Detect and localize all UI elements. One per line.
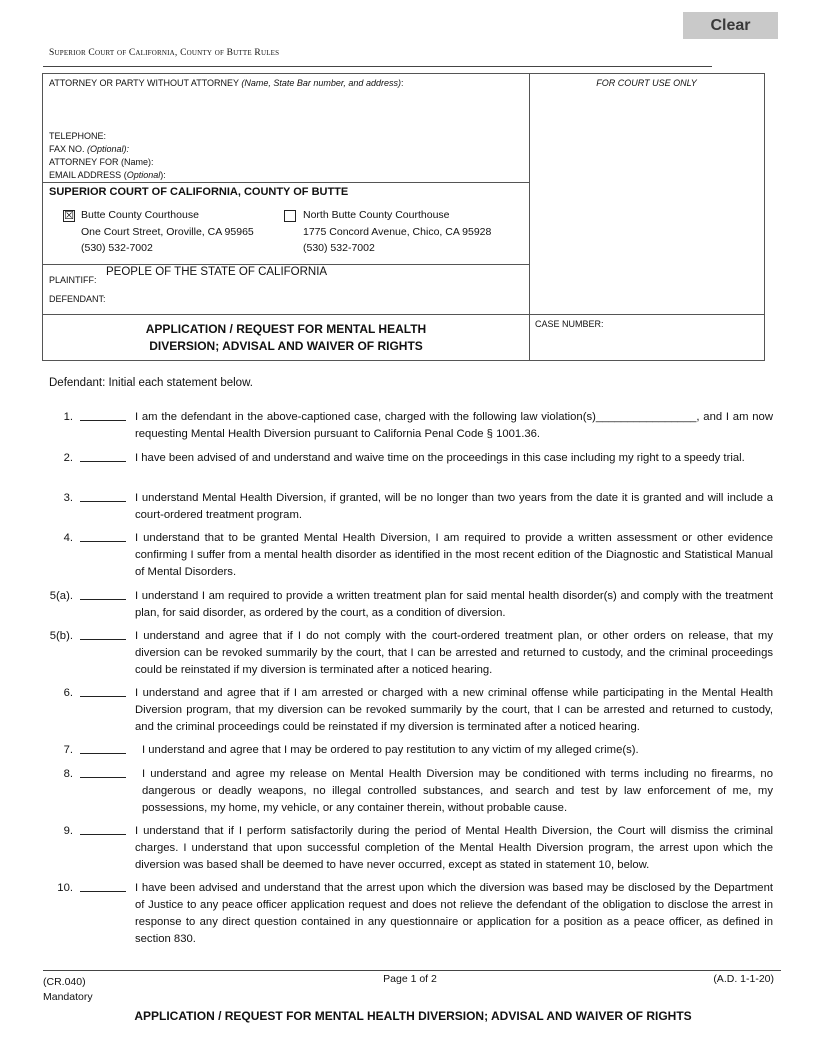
statement-text: I understand and agree my release on Mental Health Diversion may be conditioned with terms including no firearms, no dangerous or deadly weapons, no illegal controlled substances, and search and test by law enforcement of me, my possessions, my home, my vehicle, or any container therein, without probable cause. xyxy=(142,768,773,814)
statement-number: 7. xyxy=(63,744,73,756)
courthouse-chico-address: 1775 Concord Avenue, Chico, CA 95928 xyxy=(303,225,492,238)
initial-field[interactable] xyxy=(80,420,126,421)
initial-field[interactable] xyxy=(80,753,126,754)
initial-field[interactable] xyxy=(80,541,126,542)
initial-field[interactable] xyxy=(80,696,126,697)
email-label: EMAIL ADDRESS (Optional): xyxy=(49,170,166,180)
intro-instruction: Defendant: Initial each statement below. xyxy=(49,377,253,389)
initial-field[interactable] xyxy=(80,501,126,502)
statement-text: I have been advised of and understand and waive time on the proceedings in this case including my right to a speedy trial. xyxy=(135,452,745,464)
statement-text: I understand Mental Health Diversion, if granted, will be no longer than two years from the date it is granted and will include a court-ordered treatment program. xyxy=(135,492,773,521)
telephone-label: TELEPHONE: xyxy=(49,131,107,141)
courthouse-chico-phone: (530) 532-7002 xyxy=(303,242,375,254)
courthouse-oroville-checkbox[interactable]: ☒ xyxy=(64,210,74,222)
court-name: SUPERIOR COURT OF CALIFORNIA, COUNTY OF BUTTE xyxy=(49,186,349,198)
title-section-divider xyxy=(43,314,764,315)
revision-date: (A.D. 1-1-20) xyxy=(713,973,774,985)
initial-field[interactable] xyxy=(80,461,126,462)
mandatory-label: Mandatory xyxy=(43,991,93,1003)
statement-text: I understand and agree that I may be ordered to pay restitution to any victim of my alleged crime(s). xyxy=(142,744,639,756)
attorney-section-divider xyxy=(43,182,529,183)
initial-field[interactable] xyxy=(80,891,126,892)
court-use-label: FOR COURT USE ONLY xyxy=(596,78,697,88)
initial-field[interactable] xyxy=(80,599,126,600)
statement-number: 5(a). xyxy=(49,590,73,602)
fax-label: FAX NO. (Optional): xyxy=(49,144,130,154)
rules-header: Superior Court of California, County of Butte Rules xyxy=(49,48,280,58)
statement-number: 10. xyxy=(57,882,73,894)
attorney-label: ATTORNEY OR PARTY WITHOUT ATTORNEY (Name, State Bar number, and address): xyxy=(49,78,404,88)
statement-text: I understand that if I perform satisfactorily during the period of Mental Health Diversion, the Court will dismiss the criminal charges. I understand that upon successful completion of the Mental Health Diversion program, the arrest upon which the diversion was based shall be deemed to have never occurred, except as stated in statement 10, below. xyxy=(135,825,773,871)
statement-text: I understand and agree that if I am arrested or charged with a new criminal offense while participating in the Mental Health Diversion program, that my diversion can be revoked summarily by the court, that I can be arrested and returned to custody, and the criminal proceedings could be reinstated if my diversion is terminated after a noticed hearing. xyxy=(135,687,773,733)
clear-button[interactable]: Clear xyxy=(683,12,778,39)
attorney-for-label: ATTORNEY FOR (Name): xyxy=(49,157,154,167)
initial-field[interactable] xyxy=(80,834,126,835)
plaintiff-label: PLAINTIFF: xyxy=(49,275,97,285)
initial-field[interactable] xyxy=(80,777,126,778)
courthouse-chico xyxy=(303,207,491,257)
initial-field[interactable] xyxy=(80,639,126,640)
footer-divider xyxy=(43,970,781,971)
statement-number: 2. xyxy=(63,452,73,464)
defendant-label: DEFENDANT: xyxy=(49,294,106,304)
courthouse-oroville-phone: (530) 532-7002 xyxy=(81,242,153,254)
caption-column-divider xyxy=(529,74,530,360)
statement-number: 3. xyxy=(63,492,73,504)
statement-number: 6. xyxy=(63,687,73,699)
statement-number: 1. xyxy=(63,411,73,423)
statement-number: 9. xyxy=(63,825,73,837)
courthouse-chico-name: North Butte County Courthouse xyxy=(303,209,450,221)
courthouse-oroville xyxy=(81,207,254,257)
statement-text: I understand and agree that if I do not comply with the court-ordered treatment plan, or other orders on release, that my diversion can be revoked summarily by the court, that I can be arrested and returned to custody, and the criminal proceedings could be reinstated if my diversion is terminated after a noticed hearing. xyxy=(135,630,773,676)
courthouse-chico-checkbox[interactable] xyxy=(284,210,296,222)
statement-text: I have been advised and understand that the arrest upon which the diversion was based may be disclosed by the Department of Justice to any peace officer application request and does not relieve the defendant of the obligation to disclose the arrest in response to any direct question contained in any questionnaire or application for a position as a peace officer, as defined in section 830. xyxy=(135,882,773,945)
header-divider xyxy=(43,66,712,67)
statement-text: I understand I am required to provide a written treatment plan for said mental health disorder(s) and comply with the treatment plan, for said disorder, as ordered by the court, as a condition of diversion. xyxy=(135,590,773,619)
statement-number: 5(b). xyxy=(49,630,73,642)
courthouse-oroville-name: Butte County Courthouse xyxy=(81,209,199,221)
page-number: Page 1 of 2 xyxy=(383,973,437,985)
case-number-label: CASE NUMBER: xyxy=(535,319,604,329)
statement-number: 8. xyxy=(63,768,73,780)
caption-box xyxy=(42,73,765,361)
form-number: (CR.040) xyxy=(43,976,86,988)
statement-number: 4. xyxy=(63,532,73,544)
courthouse-oroville-address: One Court Street, Oroville, CA 95965 xyxy=(81,225,254,238)
statement-text: I am the defendant in the above-captioned case, charged with the following law violation(s)________________, and I am now requesting Mental Health Diversion pursuant to California Penal Code § 1001.36. xyxy=(135,411,773,440)
plaintiff-value[interactable]: PEOPLE OF THE STATE OF CALIFORNIA xyxy=(106,266,328,278)
court-section-divider xyxy=(43,264,529,265)
footer-title: APPLICATION / REQUEST FOR MENTAL HEALTH DIVERSION; ADVISAL AND WAIVER OF RIGHTS xyxy=(134,1009,692,1023)
form-title: APPLICATION / REQUEST FOR MENTAL HEALTH DIVERSION; ADVISAL AND WAIVER OF RIGHTS xyxy=(145,322,427,353)
statement-text: I understand that to be granted Mental Health Diversion, I am required to provide a written assessment or other evidence confirming I suffer from a mental health disorder as identified in the most recent edition of the Diagnostic and Statistical Manual of Mental Disorders. xyxy=(135,532,773,578)
